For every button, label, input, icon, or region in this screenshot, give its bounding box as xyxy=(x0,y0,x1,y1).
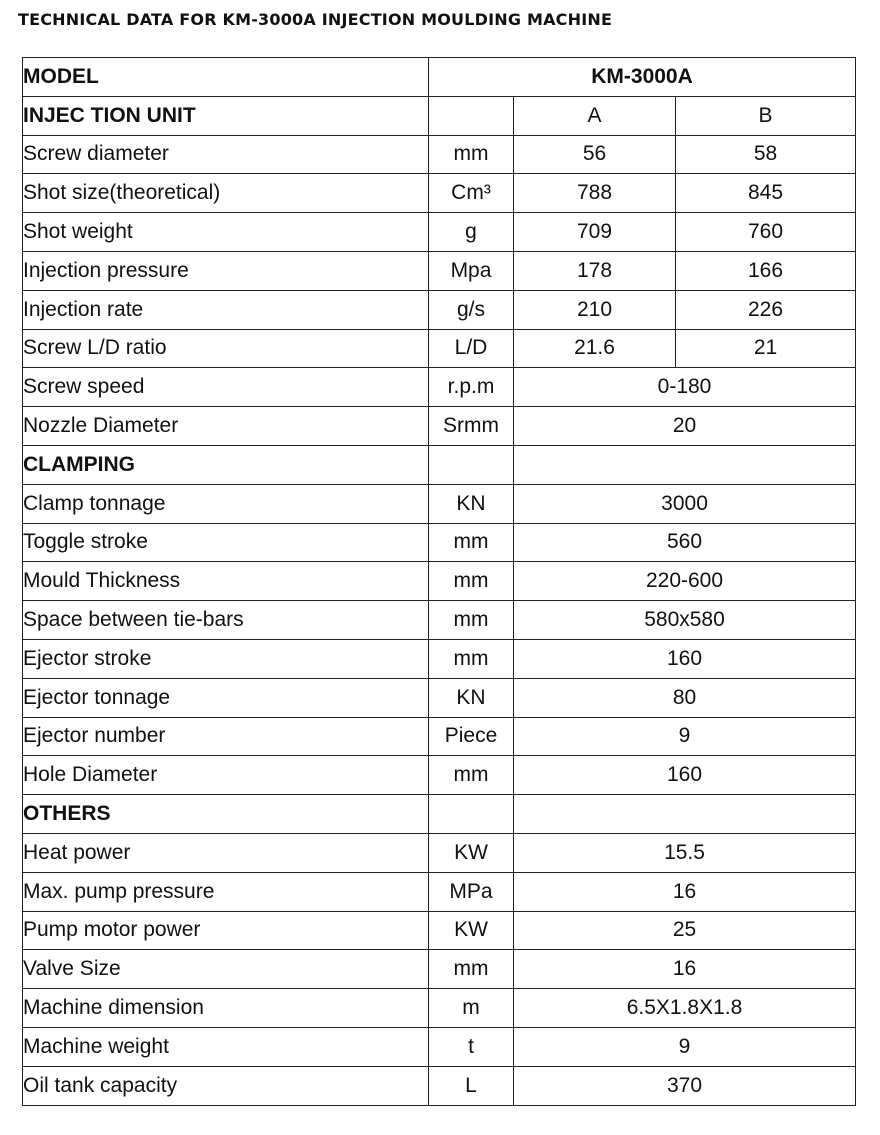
page-title: TECHNICAL DATA FOR KM-3000A INJECTION MOULDING MACHINE xyxy=(18,10,613,29)
value-cell: 16 xyxy=(514,872,856,911)
table-row xyxy=(23,484,856,523)
unit-cell: mm xyxy=(429,523,514,562)
value-cell: 370 xyxy=(514,1066,856,1105)
value-cell: 160 xyxy=(514,756,856,795)
value-a-cell: 178 xyxy=(514,251,676,290)
unit-cell: Piece xyxy=(429,717,514,756)
value-b-cell: 226 xyxy=(676,290,856,329)
column-a-header: A xyxy=(514,96,676,135)
table-row xyxy=(23,135,856,174)
model-label: MODEL xyxy=(23,58,429,97)
table-row xyxy=(23,290,856,329)
table-row xyxy=(23,213,856,252)
unit-cell: mm xyxy=(429,562,514,601)
unit-cell: t xyxy=(429,1027,514,1066)
model-row xyxy=(23,58,856,97)
parameter-name: Injection pressure xyxy=(23,251,429,290)
unit-cell: KW xyxy=(429,833,514,872)
table-row xyxy=(23,251,856,290)
empty-cell xyxy=(429,96,514,135)
table-row xyxy=(23,756,856,795)
unit-cell: KW xyxy=(429,911,514,950)
unit-cell: mm xyxy=(429,135,514,174)
empty-cell xyxy=(429,445,514,484)
unit-cell: MPa xyxy=(429,872,514,911)
unit-cell: L xyxy=(429,1066,514,1105)
others-section-label: OTHERS xyxy=(23,795,429,834)
spec-table xyxy=(22,57,856,1106)
table-row xyxy=(23,601,856,640)
parameter-name: Screw L/D ratio xyxy=(23,329,429,368)
table-row xyxy=(23,1027,856,1066)
parameter-name: Machine weight xyxy=(23,1027,429,1066)
table-row xyxy=(23,562,856,601)
others-section-row xyxy=(23,795,856,834)
clamping-section-row xyxy=(23,445,856,484)
column-b-header: B xyxy=(676,96,856,135)
value-a-cell: 56 xyxy=(514,135,676,174)
parameter-name: Shot size(theoretical) xyxy=(23,174,429,213)
parameter-name: Machine dimension xyxy=(23,989,429,1028)
unit-cell: KN xyxy=(429,678,514,717)
value-cell: 80 xyxy=(514,678,856,717)
parameter-name: Clamp tonnage xyxy=(23,484,429,523)
unit-cell: mm xyxy=(429,756,514,795)
unit-cell: g/s xyxy=(429,290,514,329)
parameter-name: Oil tank capacity xyxy=(23,1066,429,1105)
table-row xyxy=(23,1066,856,1105)
clamping-section-label: CLAMPING xyxy=(23,445,429,484)
parameter-name: Pump motor power xyxy=(23,911,429,950)
table-row xyxy=(23,872,856,911)
table-row xyxy=(23,639,856,678)
parameter-name: Screw diameter xyxy=(23,135,429,174)
table-row xyxy=(23,950,856,989)
parameter-name: Screw speed xyxy=(23,368,429,407)
injection-section-label: INJEC TION UNIT xyxy=(23,96,429,135)
parameter-name: Hole Diameter xyxy=(23,756,429,795)
value-b-cell: 845 xyxy=(676,174,856,213)
unit-cell: L/D xyxy=(429,329,514,368)
parameter-name: Nozzle Diameter xyxy=(23,407,429,446)
model-value: KM-3000A xyxy=(429,58,856,97)
parameter-name: Ejector tonnage xyxy=(23,678,429,717)
table-row xyxy=(23,833,856,872)
value-b-cell: 166 xyxy=(676,251,856,290)
unit-cell: mm xyxy=(429,601,514,640)
parameter-name: Mould Thickness xyxy=(23,562,429,601)
unit-cell: KN xyxy=(429,484,514,523)
table-row xyxy=(23,717,856,756)
parameter-name: Heat power xyxy=(23,833,429,872)
empty-cell xyxy=(514,795,856,834)
parameter-name: Toggle stroke xyxy=(23,523,429,562)
unit-cell: mm xyxy=(429,639,514,678)
table-row xyxy=(23,678,856,717)
table-row xyxy=(23,407,856,446)
empty-cell xyxy=(514,445,856,484)
unit-cell: Mpa xyxy=(429,251,514,290)
unit-cell: Cm³ xyxy=(429,174,514,213)
value-cell: 25 xyxy=(514,911,856,950)
parameter-name: Space between tie-bars xyxy=(23,601,429,640)
parameter-name: Valve Size xyxy=(23,950,429,989)
value-b-cell: 21 xyxy=(676,329,856,368)
parameter-name: Ejector number xyxy=(23,717,429,756)
value-cell: 6.5X1.8X1.8 xyxy=(514,989,856,1028)
unit-cell: m xyxy=(429,989,514,1028)
injection-section-row xyxy=(23,96,856,135)
table-row xyxy=(23,523,856,562)
unit-cell: Srmm xyxy=(429,407,514,446)
table-row xyxy=(23,174,856,213)
parameter-name: Injection rate xyxy=(23,290,429,329)
value-a-cell: 788 xyxy=(514,174,676,213)
parameter-name: Shot weight xyxy=(23,213,429,252)
parameter-name: Ejector stroke xyxy=(23,639,429,678)
value-a-cell: 709 xyxy=(514,213,676,252)
value-a-cell: 21.6 xyxy=(514,329,676,368)
value-a-cell: 210 xyxy=(514,290,676,329)
value-cell: 15.5 xyxy=(514,833,856,872)
parameter-name: Max. pump pressure xyxy=(23,872,429,911)
table-row xyxy=(23,989,856,1028)
unit-cell: mm xyxy=(429,950,514,989)
value-b-cell: 58 xyxy=(676,135,856,174)
value-cell: 560 xyxy=(514,523,856,562)
value-cell: 220-600 xyxy=(514,562,856,601)
value-cell: 9 xyxy=(514,1027,856,1066)
value-cell: 16 xyxy=(514,950,856,989)
table-row xyxy=(23,911,856,950)
table-row xyxy=(23,368,856,407)
unit-cell: r.p.m xyxy=(429,368,514,407)
value-cell: 20 xyxy=(514,407,856,446)
value-cell: 0-180 xyxy=(514,368,856,407)
value-cell: 3000 xyxy=(514,484,856,523)
value-cell: 580x580 xyxy=(514,601,856,640)
empty-cell xyxy=(429,795,514,834)
value-b-cell: 760 xyxy=(676,213,856,252)
value-cell: 160 xyxy=(514,639,856,678)
unit-cell: g xyxy=(429,213,514,252)
value-cell: 9 xyxy=(514,717,856,756)
table-row xyxy=(23,329,856,368)
